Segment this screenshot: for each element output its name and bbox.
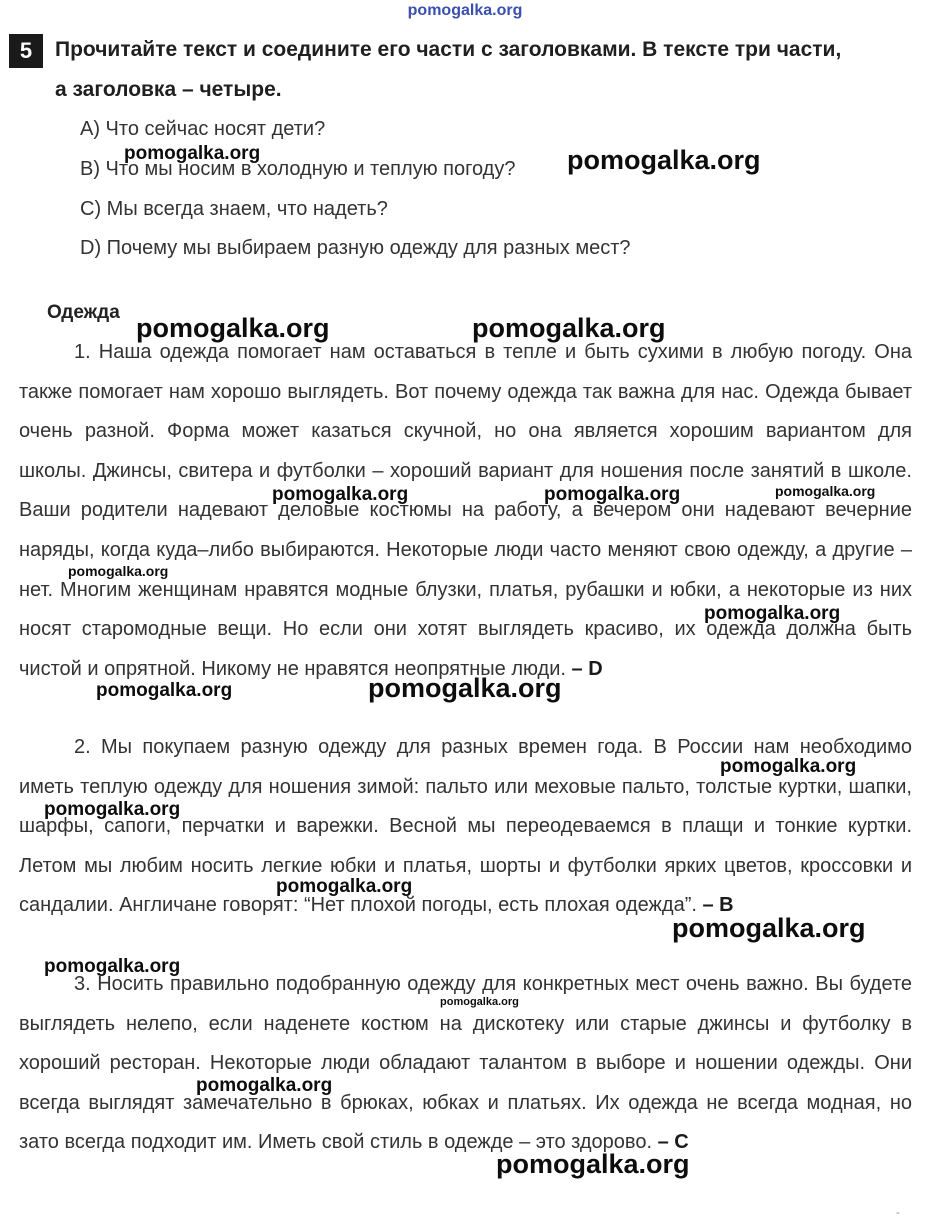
watermark-overlay: pomogalka.org [775,483,876,499]
task-number-badge: 5 [9,34,43,68]
watermark-overlay: pomogalka.org [136,313,330,343]
paragraph-3-answer: – C [657,1131,689,1154]
watermark-overlay: pomogalka.org [368,673,562,703]
paragraph-2-text: 2. Мы покупаем разную одежду для разных времен года. В России нам необходимо иметь теплую одежду для ношения зимой: пальто или меховые пальто, толстые куртки, шапки, шарфы, сапоги, перчатки и варежки. Весной мы переодеваемся в плащи и тонкие куртки. Летом мы любим носить легкие юбки и платья, шорты и футболки ярких цветов, кроссовки и сандалии. Англичане говорят: “Нет плохой погоды, есть плохая одежда”. [19,736,912,917]
paragraph-3 [19,965,912,1163]
watermark-overlay: pomogalka.org [496,1149,690,1179]
watermark-overlay: pomogalka.org [44,799,181,820]
paragraph-1-answer: – D [571,657,603,680]
top-watermark: pomogalka.org [407,2,523,19]
watermark-overlay: pomogalka.org [672,913,866,943]
watermark-overlay: pomogalka.org [276,876,413,897]
watermark-overlay: pomogalka.org [440,996,519,1008]
task-instruction-line-2: а заголовка – четыре. [55,78,282,101]
task-instruction-line-1: Прочитайте текст и соедините его части с заголовками. В тексте три части, [55,38,842,61]
watermark-overlay: pomogalka.org [196,1075,333,1096]
option-a: A) Что сейчас носят дети? [80,118,326,140]
option-c: C) Мы всегда знаем, что надеть? [80,198,388,220]
paragraph-1 [19,333,912,689]
watermark-overlay: pomogalka.org [567,145,761,175]
watermark-overlay: pomogalka.org [68,563,169,579]
watermark-overlay: pomogalka.org [720,756,857,777]
text-heading: Одежда [47,302,120,323]
watermark-overlay: pomogalka.org [544,484,681,505]
watermark-overlay: pomogalka.org [44,956,181,977]
paragraph-2-answer: – B [702,894,734,917]
paragraph-1-text: 1. Наша одежда помогает нам оставаться в тепле и быть сухими в любую погоду. Она также помогает нам хорошо выглядеть. Вот почему одежда так важна для нас. Одежда бывает очень разной. Форма может казаться скучной, но она является хорошим вариантом для школы. Джинсы, свитера и футболки – хороший вариант для ношения после занятий в школе. Ваши родители надевают деловые костюмы на работу, а вечером они надевают вечерние наряды, когда куда–либо выбираются. Некоторые люди часто меняют свою одежду, а другие – нет. Многим женщинам нравятся модные блузки, платья, рубашки и юбки, а некоторые из них носят старомодные вещи. Но если они хотят выглядеть красиво, их одежда должна быть чистой и опрятной. Никому не нравятся неопрятные люди. [19,341,912,680]
watermark-overlay: pomogalka.org [124,143,261,164]
page-corner-mark: - [896,1205,900,1219]
watermark-overlay: pomogalka.org [96,680,233,701]
option-b: B) Что мы носим в холодную и теплую погоду? [80,158,516,180]
watermark-overlay: pomogalka.org [272,484,409,505]
paragraph-3-text: 3. Носить правильно подобранную одежду для конкретных мест очень важно. Вы будете выглядеть нелепо, если наденете костюм на дискотеку или старые джинсы и футболку в хороший ресторан. Некоторые люди обладают талантом в выборе и ношении одежды. Они всегда выглядят замечательно в брюках, юбках и платьях. Их одежда не всегда модная, но зато всегда подходит им. Иметь свой стиль в одежде – это здорово. [19,973,912,1154]
option-d: D) Почему мы выбираем разную одежду для разных мест? [80,237,631,259]
watermark-overlay: pomogalka.org [704,603,841,624]
watermark-overlay: pomogalka.org [472,313,666,343]
